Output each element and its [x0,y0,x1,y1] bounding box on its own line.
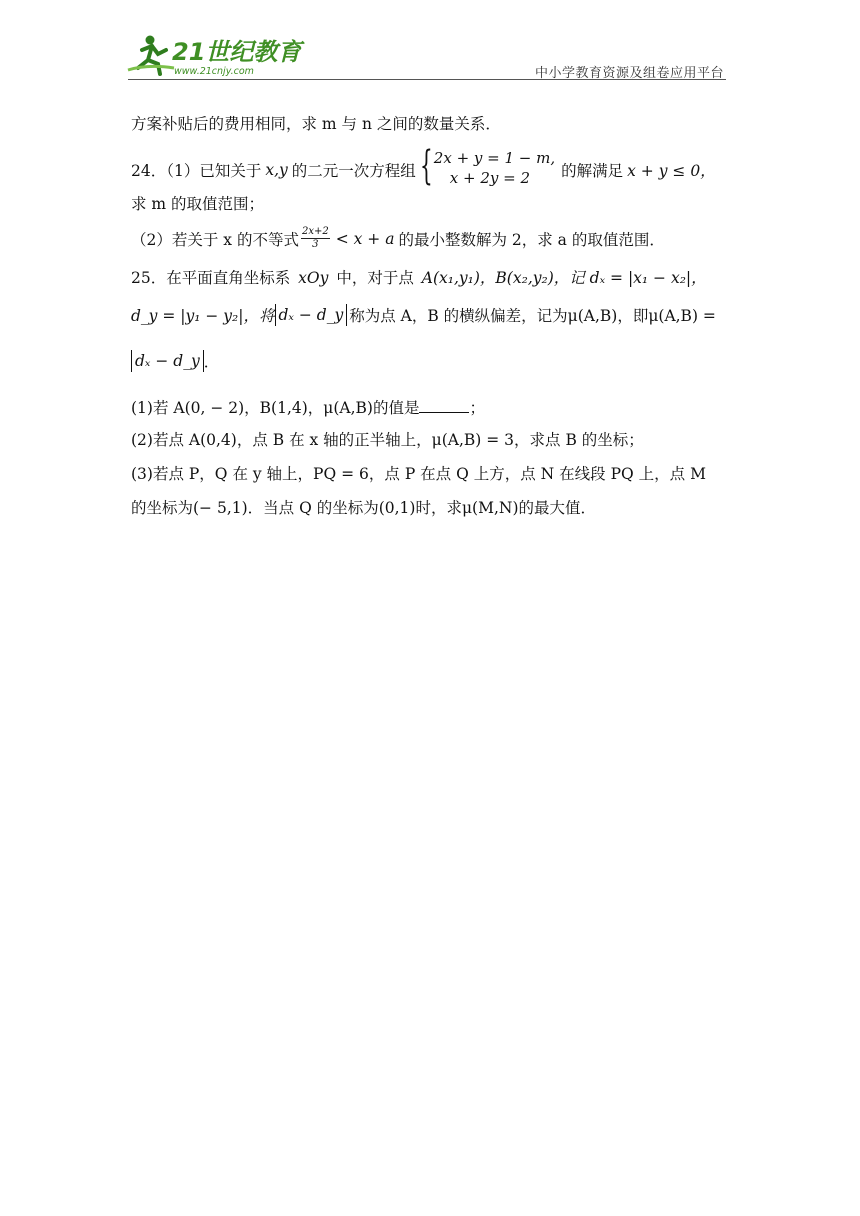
question-25-line-2 [131,304,716,326]
fraction-denominator: 3 [312,239,319,250]
absolute-value-expression: dₓ − d_y [275,304,348,326]
q24-condition: x + y ≤ 0， [627,162,716,180]
question-25-part-3: (3)若点 P，Q 在 y 轴上，PQ = 6，点 P 在点 Q 上方，点 N 在线段 PQ 上，点 M [131,465,706,483]
q25-dy-definition: d_y = |y₁ − y₂|，将 [131,307,275,325]
page-header [128,30,726,80]
p1-end: ； [469,399,485,417]
logo-text: 21世纪教育 [172,38,302,66]
q24-2-intro: （2）若关于 x 的不等式 [131,230,299,249]
q25-intro: 25．在平面直角坐标系 [131,269,291,287]
q25-points: A(x₁,y₁)，B(x₂,y₂)，记 dₓ = |x₁ − x₂|， [421,269,707,287]
inequality-rhs: < x + a [335,229,395,248]
question-25-part-2: (2)若点 A(0,4)，点 B 在 x 轴的正半轴上，μ(A,B) = 3，求点 B 的坐标； [131,431,644,449]
equation-1: 2x + y = 1 − m, [433,149,556,167]
q24-condition-label: 的解满足 [561,162,624,180]
question-25-line-1 [131,266,707,288]
answer-blank[interactable] [419,398,469,413]
logo-url: www.21cnjy.com [174,66,254,77]
absolute-value-expression: dₓ − d_y [131,350,204,372]
q24-intro: 24．（1）已知关于 [131,162,262,180]
equation-2: x + 2y = 2 [449,169,531,187]
equation-system [419,143,556,192]
brace-symbol: { [419,143,433,189]
q25-text: 中，对于点 [336,269,414,287]
text-line: 方案补贴后的费用相同，求 m 与 n 之间的数量关系． [131,115,501,133]
header-platform-name: 中小学教育资源及组卷应用平台 [534,66,724,81]
runner-icon [128,36,174,75]
q25-definition-text: 称为点 A，B 的横纵偏差，记为μ(A,B)，即μ(A,B) = [349,307,716,325]
fraction-numerator: 2x+2 [301,226,329,237]
question-25-line-3 [131,350,219,372]
header-divider [128,79,726,80]
text-line: 求 m 的取值范围； [131,195,265,213]
period: ． [203,353,220,371]
question-25-part-3-cont: 的坐标为(− 5,1)．当点 Q 的坐标为(0,1)时，求μ(M,N)的最大值． [131,499,596,517]
q24-xy: x,y [265,161,288,179]
fraction [301,226,330,251]
question-25-part-1 [131,396,485,418]
q24-system-label: 的二元一次方程组 [291,162,416,180]
question-24-part-2 [131,226,665,251]
question-24-part-1 [131,143,716,192]
logo [128,30,302,78]
q24-2-end: 的最小整数解为 2，求 a 的取值范围． [398,230,665,249]
q25-xoy: xOy [298,269,329,287]
p1-text: (1)若 A(0, − 2)，B(1,4)，μ(A,B)的值是 [131,399,420,417]
